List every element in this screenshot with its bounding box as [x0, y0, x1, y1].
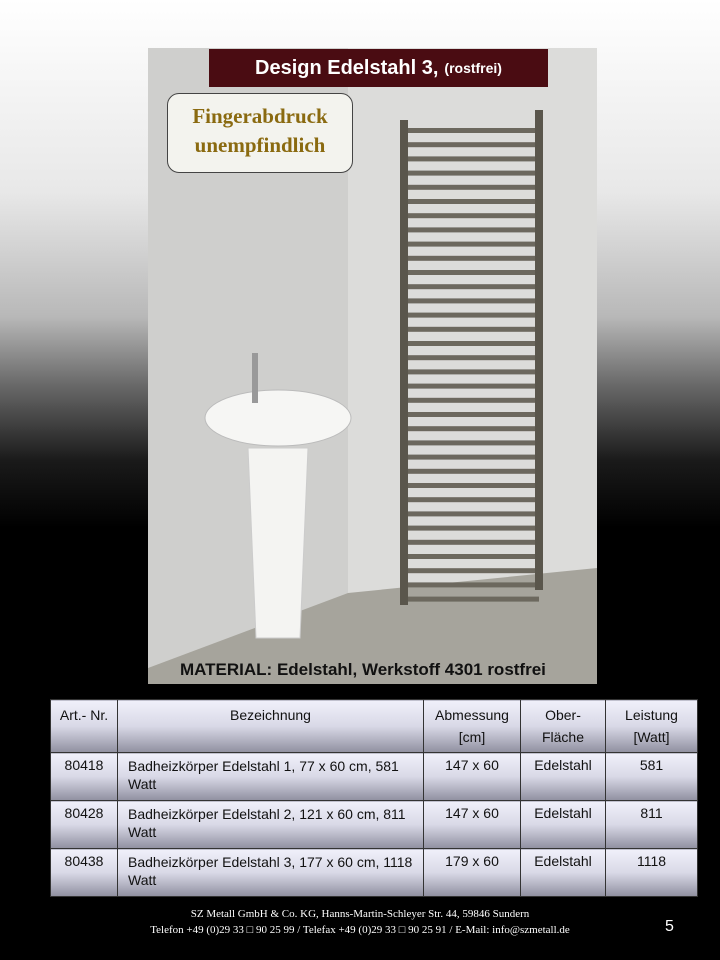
towel-rail	[404, 369, 539, 374]
towel-rail	[404, 256, 539, 261]
towel-rail	[404, 298, 539, 303]
footer-contact: Telefon +49 (0)29 33 □ 90 25 99 / Telefax +49 (0)29 33 □ 90 25 91 / E-Mail: info@szmetall.de	[150, 924, 570, 936]
cell: 1118	[606, 849, 698, 897]
table-header	[51, 700, 698, 753]
cell: Edelstahl	[521, 801, 606, 849]
towel-rail	[404, 341, 539, 346]
towel-rail	[404, 526, 539, 531]
towel-rail	[404, 483, 539, 488]
page-title	[209, 49, 548, 87]
callout-line: unempfindlich	[194, 133, 326, 157]
towel-rail	[404, 142, 539, 147]
callout-bubble	[167, 93, 353, 173]
towel-rail	[404, 398, 539, 403]
cell: Edelstahl	[521, 753, 606, 801]
towel-rail	[404, 156, 539, 161]
towel-rail	[404, 199, 539, 204]
cell: Edelstahl	[521, 849, 606, 897]
product-table	[50, 699, 698, 897]
towel-rail	[404, 284, 539, 289]
cell: 80438	[51, 849, 118, 897]
towel-rail	[404, 455, 539, 460]
col-header: Abmessung [cm]	[424, 700, 521, 753]
footer	[90, 906, 630, 938]
towel-rail	[404, 213, 539, 218]
col-header: Bezeichnung	[118, 700, 424, 753]
cell: 581	[606, 753, 698, 801]
towel-rail	[404, 412, 539, 417]
title-main: Design Edelstahl 3,	[255, 56, 439, 79]
towel-rail	[404, 554, 539, 559]
towel-rail	[404, 582, 539, 587]
cell: Badheizkörper Edelstahl 1, 77 x 60 cm, 581 Watt	[118, 753, 424, 801]
cell: 147 x 60	[424, 801, 521, 849]
page-number: 5	[665, 918, 674, 935]
cell: Badheizkörper Edelstahl 2, 121 x 60 cm, 811 Watt	[118, 801, 424, 849]
title-sub: (rostfrei)	[444, 60, 502, 76]
table-row	[51, 849, 698, 897]
towel-rail	[404, 327, 539, 332]
cell: Badheizkörper Edelstahl 3, 177 x 60 cm, 1118 Watt	[118, 849, 424, 897]
cell: 179 x 60	[424, 849, 521, 897]
towel-rail	[404, 568, 539, 573]
towel-rail	[404, 128, 539, 133]
towel-rail	[404, 242, 539, 247]
col-header: Art.- Nr.	[51, 700, 118, 753]
towel-rail	[404, 469, 539, 474]
towel-rail	[404, 540, 539, 545]
col-header: Leistung [Watt]	[606, 700, 698, 753]
cell: 147 x 60	[424, 753, 521, 801]
towel-rail	[404, 185, 539, 190]
table-row	[51, 801, 698, 849]
col-header: Ober- Fläche	[521, 700, 606, 753]
towel-rail	[404, 270, 539, 275]
towel-rail	[404, 313, 539, 318]
towel-rail	[404, 355, 539, 360]
towel-rail	[404, 497, 539, 502]
towel-rail	[404, 426, 539, 431]
cell: 80428	[51, 801, 118, 849]
towel-rail	[404, 597, 539, 602]
towel-rail	[404, 511, 539, 516]
cell: 80418	[51, 753, 118, 801]
material-caption: MATERIAL: Edelstahl, Werkstoff 4301 rostfrei	[180, 660, 546, 679]
cell: 811	[606, 801, 698, 849]
towel-rail	[404, 227, 539, 232]
table-row	[51, 753, 698, 801]
callout-line: Fingerabdruck	[192, 104, 328, 128]
towel-rail	[404, 440, 539, 445]
towel-rail	[404, 171, 539, 176]
towel-rail	[404, 384, 539, 389]
footer-address: SZ Metall GmbH & Co. KG, Hanns-Martin-Schleyer Str. 44, 59846 Sundern	[190, 908, 530, 920]
